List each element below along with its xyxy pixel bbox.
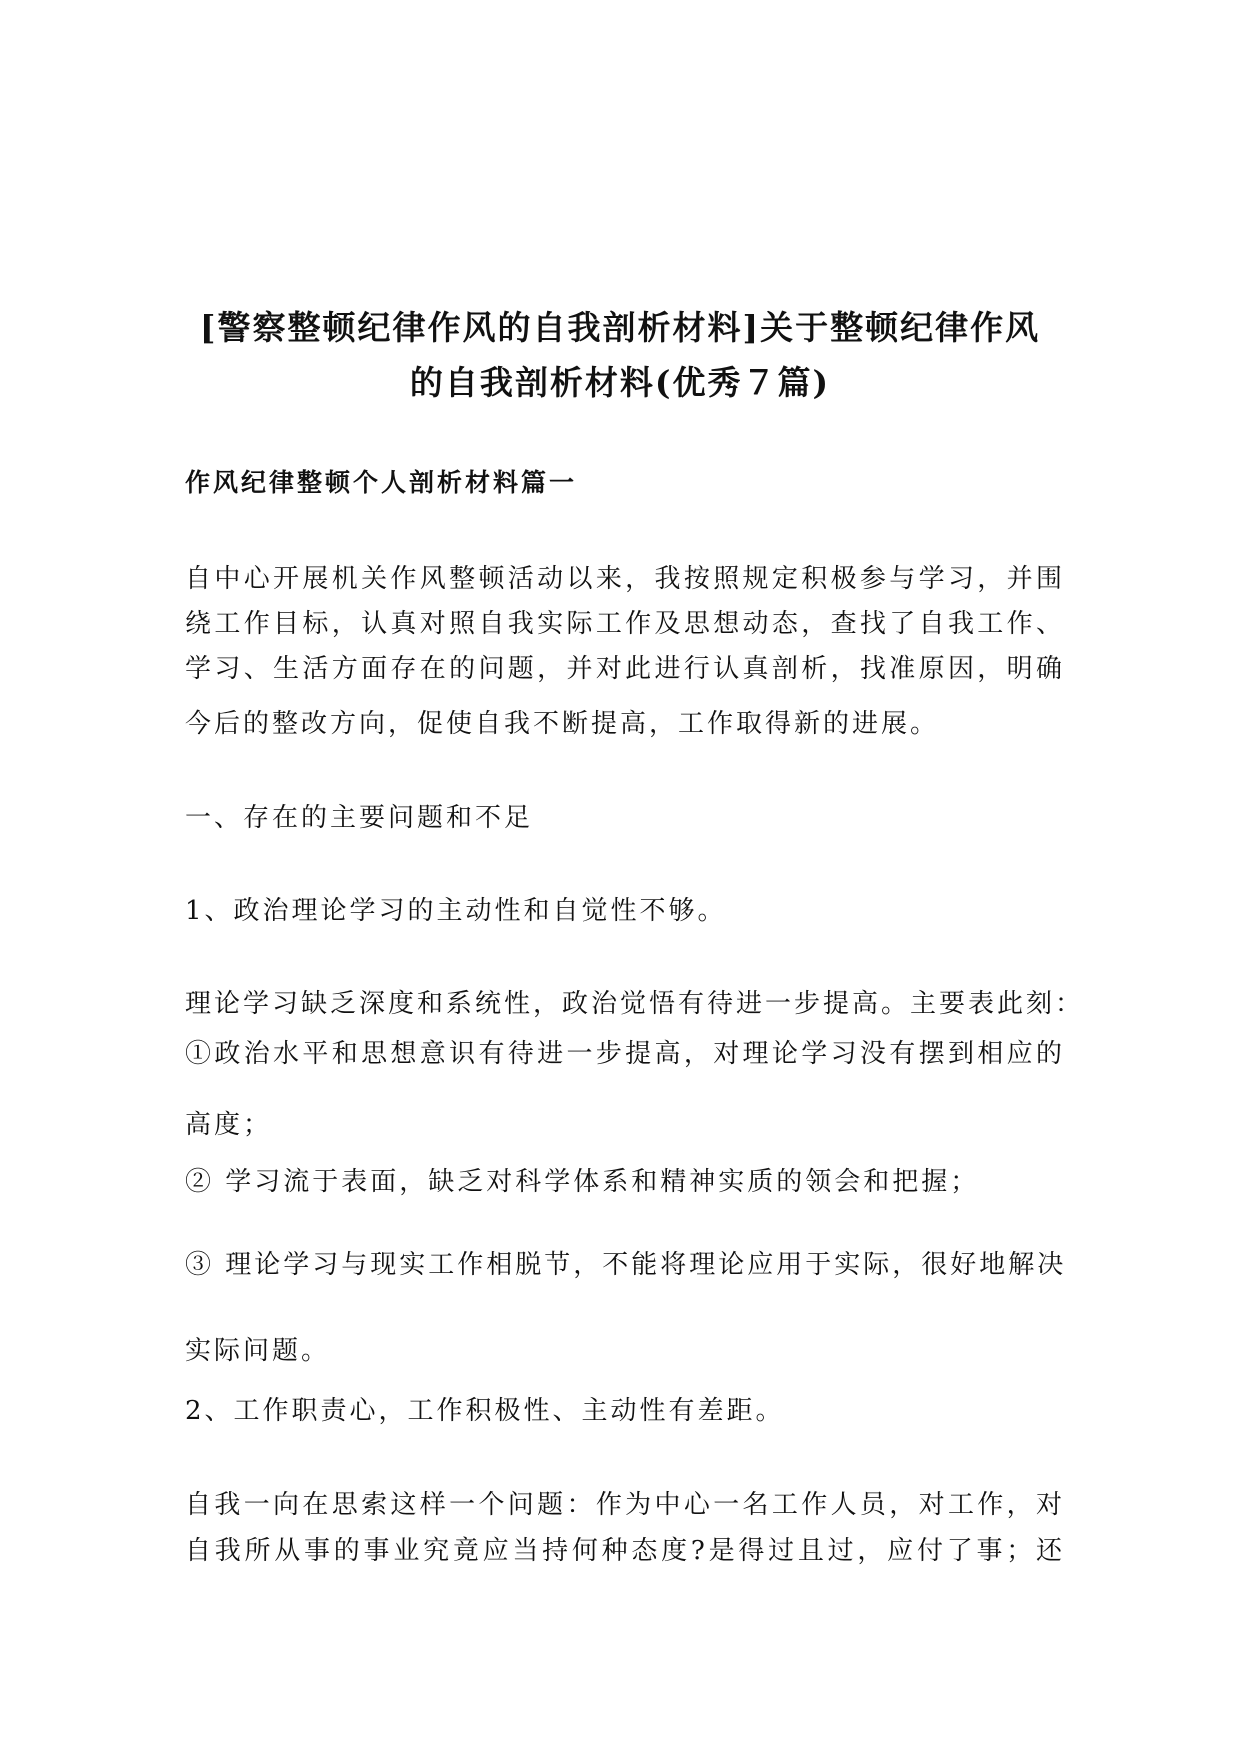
point-1-line: 实际问题。 [185,1336,331,1366]
point-1-line: ② 学习流于表面，缺乏对科学体系和精神实质的领会和把握； [185,1167,980,1197]
document-title-line-2: 的自我剖析材料(优秀７篇) [409,363,831,402]
point-1-line: 理论学习缺乏深度和系统性，政治觉悟有待进一步提高。主要表此刻： [185,989,1085,1019]
intro-line: 自中心开展机关作风整顿活动以来，我按照规定积极参与学习，并围 [185,564,1065,594]
document-title-line-1: [警察整顿纪律作风的自我剖析材料]关于整顿纪律作风 [199,308,1041,347]
point-1-line: ①政治水平和思想意识有待进一步提高，对理论学习没有摆到相应的 [185,1039,1065,1069]
section-heading: 作风纪律整顿个人剖析材料篇一 [185,468,578,497]
point-1-line: ③ 理论学习与现实工作相脱节，不能将理论应用于实际，很好地解决 [185,1250,1067,1280]
point-1-line: 高度； [185,1110,273,1140]
intro-line: 今后的整改方向，促使自我不断提高，工作取得新的进展。 [185,709,940,739]
point-1-heading: 1、政治理论学习的主动性和自觉性不够。 [185,896,727,926]
point-2-line: 自我一向在思索这样一个问题：作为中心一名工作人员，对工作，对 [185,1490,1065,1520]
intro-line: 学习、生活方面存在的问题，并对此进行认真剖析，找准原因，明确 [185,654,1065,684]
part-1-heading: 一、存在的主要问题和不足 [185,803,534,833]
point-2-heading: 2、工作职责心，工作积极性、主动性有差距。 [185,1396,785,1426]
intro-line: 绕工作目标，认真对照自我实际工作及思想动态，查找了自我工作、 [185,609,1065,639]
point-2-line: 自我所从事的事业究竟应当持何种态度?是得过且过，应付了事；还 [185,1536,1065,1566]
